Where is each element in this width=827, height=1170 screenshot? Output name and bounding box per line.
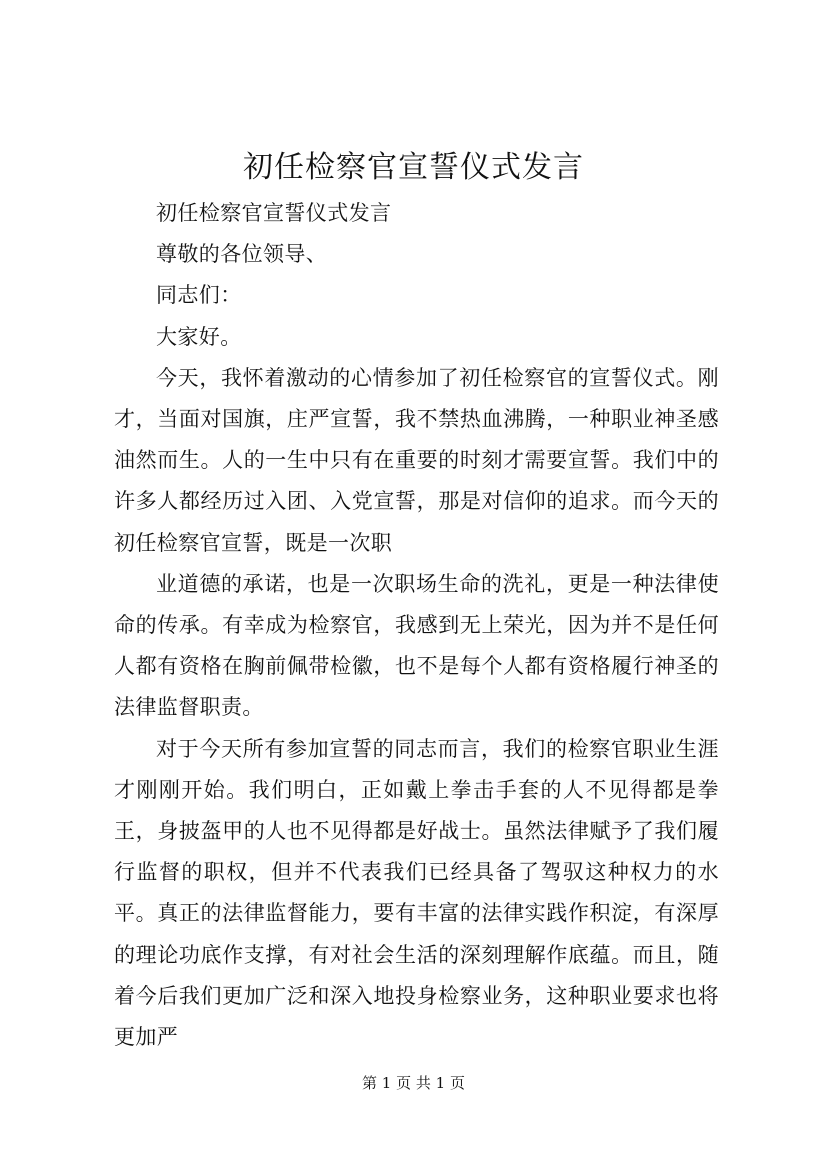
page-footer: 第 1 页 共 1 页 [362, 1074, 465, 1092]
paragraph-heading: 初任检察官宣誓仪式发言 [156, 201, 392, 225]
document-title: 初任检察官宣誓仪式发言 [243, 150, 584, 185]
paragraph-body: 对于今天所有参加宣誓的同志而言，我们的检察官职业生涯才刚刚开始。我们明白，正如戴上拳击手套的人不见得都是拳王，身披盔甲的人也不见得都是好战士。虽然法律赋予了我们履行监督的职权，但并不代表我们已经具备了驾驭这种权力的水平。真正的法律监督能力，要有丰富的法律实践作积淀，有深厚的理论功底作支撑，有对社会生活的深刻理解作底蕴。而且，随着今后我们更加广泛和深入地投身检察业务，这种职业要求也将更加严 [114, 736, 719, 1050]
paragraph-salutation: 尊敬的各位领导、 [156, 242, 328, 267]
paragraph-greeting: 大家好。 [156, 324, 242, 349]
paragraph-body: 今天，我怀着激动的心情参加了初任检察官的宣誓仪式。刚才，当面对国旗，庄严宣誓，我不禁热血沸腾，一种职业神圣感油然而生。人的一生中只有在重要的时刻才需要宣誓。我们中的许多人都经历过入团、入党宣誓，那是对信仰的追求。而今天的初任检察官宣誓，既是一次职 [114, 365, 719, 555]
document-body [114, 193, 719, 1058]
paragraph-comrades: 同志们： [156, 283, 242, 308]
paragraph-body: 业道德的承诺，也是一次职场生命的洗礼，更是一种法律使命的传承。有幸成为检察官，我感到无上荣光，因为并不是任何人都有资格在胸前佩带检徽，也不是每个人都有资格履行神圣的法律监督职责。 [114, 571, 719, 720]
